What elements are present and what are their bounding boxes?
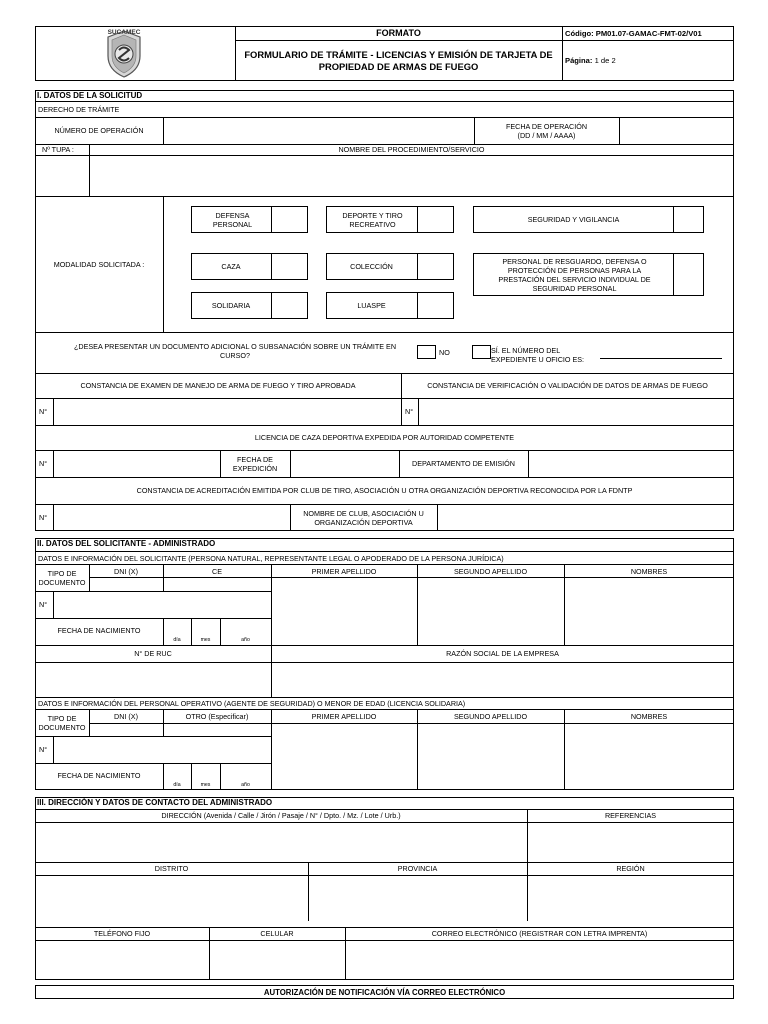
procedimiento-label: NOMBRE DEL PROCEDIMIENTO/SERVICIO: [338, 145, 485, 154]
ce-checkbox[interactable]: [164, 578, 271, 591]
option-caza-checkbox[interactable]: [271, 253, 308, 280]
option-deporte-label: DEPORTE Y TIRO RECREATIVO: [342, 210, 403, 229]
tupa-input[interactable]: [36, 156, 89, 196]
club-input[interactable]: [54, 505, 289, 530]
dni-label: DNI (X): [114, 566, 138, 576]
numero-operacion-label: NÚMERO DE OPERACIÓN: [54, 126, 144, 135]
provincia-input[interactable]: [309, 876, 526, 920]
fecha-dia[interactable]: día: [173, 636, 181, 643]
ruc-input[interactable]: [36, 663, 270, 696]
section-2-title: II. DATOS DEL SOLICITANTE - ADMINISTRADO: [37, 539, 216, 548]
option-deporte-checkbox[interactable]: [417, 206, 454, 233]
region-input[interactable]: [528, 876, 733, 920]
departamento-input[interactable]: [529, 451, 733, 476]
direccion-label: DIRECCIÓN (Avenida / Calle / Jirón / Pasaje / N° / Dpto. / Mz. / Lote / Urb.): [161, 811, 401, 820]
option-solidaria-label: SOLIDARIA: [211, 301, 251, 310]
option-seguridad-checkbox[interactable]: [673, 206, 704, 233]
distrito-label: DISTRITO: [154, 864, 189, 873]
op-documento-numero-input[interactable]: [54, 737, 270, 762]
region-label: REGIÓN: [616, 864, 645, 873]
logo-text: SUCAMEC: [107, 29, 141, 36]
licencia-caza: LICENCIA DE CAZA DEPORTIVA EXPEDIDA POR AUTORIDAD COMPETENTE: [254, 433, 515, 442]
option-defensa-personal-checkbox[interactable]: [271, 206, 308, 233]
option-luaspe-checkbox[interactable]: [417, 292, 454, 319]
razon-social-input[interactable]: [272, 663, 733, 696]
licencia-n: N°: [39, 459, 48, 468]
op-fecha-anio[interactable]: año: [241, 781, 250, 788]
constancia-examen-input[interactable]: [54, 399, 400, 424]
option-luaspe-label: LUASPE: [357, 301, 386, 310]
procedimiento-input[interactable]: [90, 156, 733, 196]
ruc-label: N° DE RUC: [134, 649, 172, 658]
fecha-operacion-formato: (DD / MM / AAAA): [517, 130, 576, 140]
option-coleccion-checkbox[interactable]: [417, 253, 454, 280]
section-1-title: I. DATOS DE LA SOLICITUD: [37, 91, 143, 100]
form-title: FORMULARIO DE TRÁMITE - LICENCIAS Y EMISIÓN DE TARJETA DE PROPIEDAD DE ARMAS DE FUEGO: [244, 49, 553, 72]
constancia-verificacion: CONSTANCIA DE VERIFICACIÓN O VALIDACIÓN DE DATOS DE ARMAS DE FUEGO: [427, 381, 708, 390]
celular-label: CELULAR: [260, 929, 294, 938]
ce-label: CE: [212, 566, 222, 576]
codigo-label: Código: PM01.07-GAMAC-FMT-02/V01: [565, 28, 702, 38]
dni-checkbox[interactable]: [90, 578, 163, 591]
no-label: NO: [439, 347, 450, 357]
constancia-examen-n: N°: [39, 407, 48, 416]
fecha-anio[interactable]: año: [241, 636, 250, 643]
op-segundo-apellido-input[interactable]: [418, 724, 563, 789]
op-otro-input[interactable]: [164, 724, 271, 736]
razon-social-label: RAZÓN SOCIAL DE LA EMPRESA: [446, 649, 559, 658]
op-documento-n: N°: [39, 745, 48, 754]
correo-label: CORREO ELECTRÓNICO (REGISTRAR CON LETRA IMPRENTA): [431, 929, 648, 938]
option-defensa-personal-label: DEFENSA PERSONAL: [212, 210, 253, 229]
direccion-input[interactable]: [36, 823, 526, 861]
no-checkbox[interactable]: [417, 345, 436, 359]
fecha-operacion-text: FECHA DE OPERACIÓN: [505, 121, 588, 131]
fecha-operacion-label: [474, 117, 619, 144]
op-fecha-nacimiento-label: FECHA DE NACIMIENTO: [57, 771, 141, 780]
datos-operativo-label: DATOS E INFORMACIÓN DEL PERSONAL OPERATIVO (AGENTE DE SEGURIDAD) O MENOR DE EDAD (LICENCIA SOLIDARIA): [38, 699, 466, 708]
tupa-label: Nº TUPA :: [42, 145, 74, 154]
sucamec-logo: [100, 28, 148, 80]
constancia-verif-input[interactable]: [419, 399, 733, 424]
op-fecha-mes[interactable]: mes: [200, 781, 211, 788]
pagina-row: [562, 40, 734, 80]
fecha-expedicion-label: FECHA DE EXPEDICIÓN: [232, 454, 278, 473]
departamento-label: DEPARTAMENTO DE EMISIÓN: [412, 459, 515, 468]
option-resguardo-checkbox[interactable]: [673, 253, 704, 296]
tipo-documento-label: TIPO DE DOCUMENTO: [38, 569, 86, 587]
datos-solicitante-label: DATOS E INFORMACIÓN DEL SOLICITANTE (PERSONA NATURAL, REPRESENTANTE LEGAL O APODERADO DE LA PERSONA JURÍDICA): [38, 553, 504, 563]
nombre-club-input[interactable]: [438, 505, 733, 530]
nombre-club-label: NOMBRE DE CLUB, ASOCIACIÓN U ORGANIZACIÓN DEPORTIVA: [303, 508, 424, 527]
pregunta-documento: ¿DESEA PRESENTAR UN DOCUMENTO ADICIONAL O SUBSANACIÓN SOBRE UN TRÁMITE EN CURSO?: [73, 342, 397, 360]
provincia-label: PROVINCIA: [397, 864, 438, 873]
expediente-line[interactable]: [600, 358, 722, 359]
derecho-tramite: DERECHO DE TRÁMITE: [38, 105, 120, 114]
formato-label: FORMATO: [376, 27, 421, 38]
celular-input[interactable]: [210, 941, 344, 979]
fecha-mes[interactable]: mes: [200, 636, 211, 643]
op-dni-checkbox[interactable]: [90, 724, 163, 736]
nombres-input[interactable]: [565, 578, 733, 644]
distrito-input[interactable]: [36, 876, 307, 920]
op-dni-label: DNI (X): [114, 712, 138, 721]
modalidad-label: MODALIDAD SOLICITADA :: [53, 259, 145, 269]
numero-operacion-input[interactable]: [164, 118, 473, 143]
op-nombres-input[interactable]: [565, 724, 733, 789]
primer-apellido-label: PRIMER APELLIDO: [311, 566, 377, 576]
op-fecha-dia[interactable]: día: [173, 781, 181, 788]
op-primer-apellido-label: PRIMER APELLIDO: [311, 712, 377, 721]
club-n: N°: [39, 513, 48, 522]
pagina-label: Página:: [565, 55, 593, 65]
telefono-label: TELÉFONO FIJO: [93, 929, 151, 938]
autorizacion-title: AUTORIZACIÓN DE NOTIFICACIÓN VÍA CORREO ELECTRÓNICO: [263, 987, 506, 997]
constancia-examen: CONSTANCIA DE EXAMEN DE MANEJO DE ARMA DE FUEGO Y TIRO APROBADA: [80, 381, 356, 390]
section-3-title: III. DIRECCIÓN Y DATOS DE CONTACTO DEL ADMINISTRADO: [37, 798, 273, 807]
op-nombres-label: NOMBRES: [630, 712, 668, 721]
segundo-apellido-input[interactable]: [418, 578, 563, 644]
referencias-input[interactable]: [528, 823, 733, 861]
primer-apellido-input[interactable]: [272, 578, 416, 644]
constancia-verif-n: N°: [405, 407, 414, 416]
fecha-nacimiento-label: FECHA DE NACIMIENTO: [57, 626, 141, 635]
segundo-apellido-label: SEGUNDO APELLIDO: [453, 566, 528, 576]
fecha-expedicion-input[interactable]: [291, 451, 398, 476]
op-segundo-apellido-label: SEGUNDO APELLIDO: [453, 712, 528, 721]
documento-n: N°: [39, 600, 48, 609]
option-caza-label: CAZA: [221, 262, 241, 271]
correo-input[interactable]: [346, 941, 733, 979]
pagina-value: 1 de 2: [594, 55, 616, 65]
option-resguardo-label: PERSONAL DE RESGUARDO, DEFENSA O PROTECCIÓN DE PERSONAS PARA LA PRESTACIÓN DEL SERVICIO INDIVIDUAL DE SEGURIDAD PERSONAL: [498, 256, 651, 293]
op-otro-label: OTRO (Especificar): [185, 712, 249, 721]
telefono-input[interactable]: [36, 941, 208, 979]
option-coleccion-label: COLECCIÓN: [350, 262, 393, 271]
referencias-label: REFERENCIAS: [604, 811, 657, 820]
option-solidaria-checkbox[interactable]: [271, 292, 308, 319]
op-primer-apellido-input[interactable]: [272, 724, 416, 789]
option-seguridad-label: SEGURIDAD Y VIGILANCIA: [527, 215, 620, 224]
constancia-club: CONSTANCIA DE ACREDITACIÓN EMITIDA POR CLUB DE TIRO, ASOCIACIÓN U OTRA ORGANIZACIÓN DEPORTIVA RECONOCIDA POR LA FDNTP: [136, 486, 633, 495]
licencia-input[interactable]: [54, 451, 219, 476]
si-label: SÍ. EL NÚMERO DEL EXPEDIENTE U OFICIO ES:: [491, 346, 585, 364]
op-tipo-documento-label: TIPO DE DOCUMENTO: [38, 714, 86, 732]
documento-numero-input[interactable]: [54, 592, 270, 617]
fecha-operacion-input[interactable]: [620, 118, 733, 143]
nombres-label: NOMBRES: [630, 566, 668, 576]
